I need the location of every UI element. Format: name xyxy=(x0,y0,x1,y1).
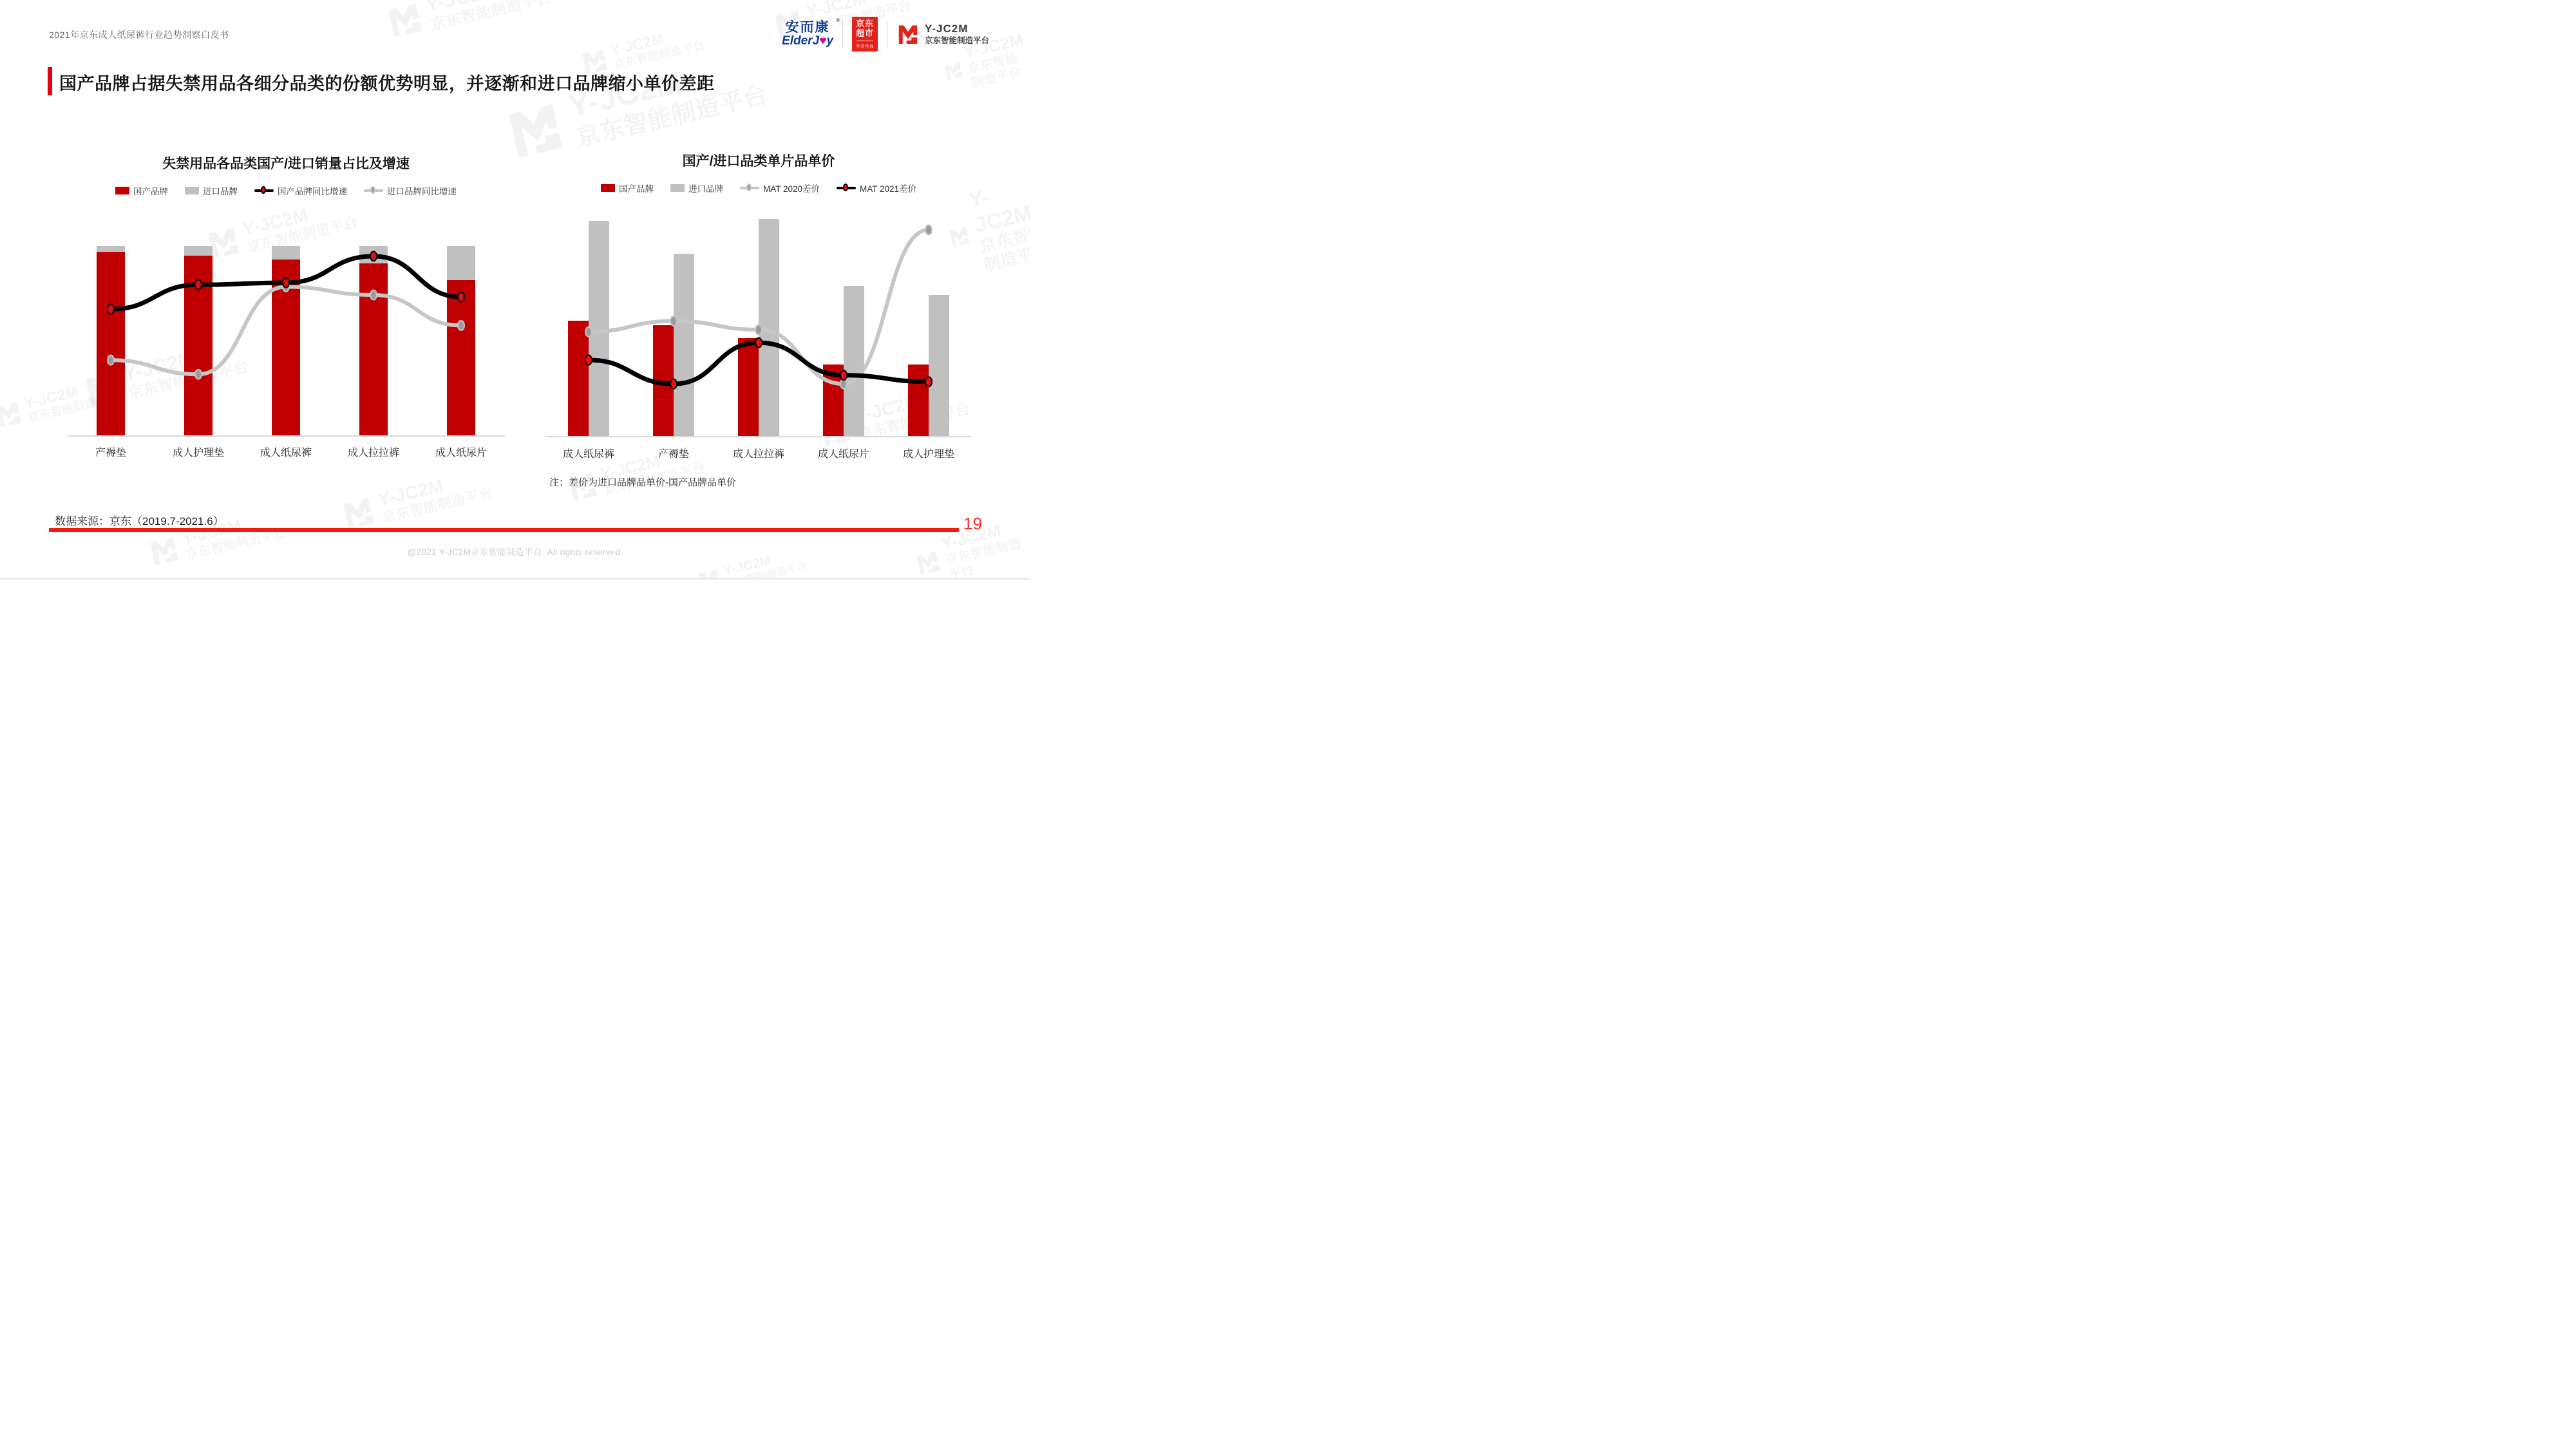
yjc2m-subtitle-label: 京东智能制造平台 xyxy=(924,35,989,45)
marker-国产品牌同比增速 xyxy=(195,280,202,290)
legend-line-marker xyxy=(746,184,752,191)
legend-line-swatch xyxy=(254,185,274,196)
data-source: 数据来源：京东（2019.7-2021.6） xyxy=(55,515,224,527)
slide xyxy=(0,0,1030,580)
watermark-text xyxy=(565,46,771,153)
category-label: 成人拉拉裤 xyxy=(732,449,784,460)
legend-label: MAT 2020差价 xyxy=(762,184,820,194)
yjc2m-mark-icon xyxy=(896,23,920,46)
logo-divider xyxy=(842,20,843,48)
price-diff-note: 注：差价为进口品牌品单价-国产品牌品单价 xyxy=(549,477,736,488)
line-MAT 2020差价 xyxy=(589,230,929,384)
category-label: 产褥垫 xyxy=(658,449,689,460)
legend-label: 进口品牌 xyxy=(688,184,723,194)
jd-line1: 京东 xyxy=(855,19,874,29)
watermark-line2 xyxy=(429,0,553,35)
line-series-overlay xyxy=(67,232,505,435)
legend-item xyxy=(837,182,916,194)
jd-line2: 超市 xyxy=(855,28,874,38)
legend-item xyxy=(670,182,723,194)
legend-bar-swatch xyxy=(601,184,615,192)
marker-MAT 2020差价 xyxy=(925,225,932,234)
watermark xyxy=(501,46,771,168)
category-label: 成人拉拉裤 xyxy=(347,448,399,459)
marker-MAT 2021差价 xyxy=(670,379,677,389)
legend-label: 国产品牌 xyxy=(133,187,168,196)
legend-bar-swatch xyxy=(115,187,129,194)
marker-国产品牌同比增速 xyxy=(283,278,289,288)
marker-进口品牌同比增速 xyxy=(370,290,377,299)
watermark xyxy=(339,465,495,536)
marker-MAT 2021差价 xyxy=(585,355,592,365)
registered-mark-icon: ® xyxy=(836,17,840,23)
legend-label: MAT 2021差价 xyxy=(860,184,917,194)
marker-MAT 2021差价 xyxy=(840,370,847,380)
chart-legend xyxy=(115,184,457,197)
marker-MAT 2020差价 xyxy=(585,327,592,337)
watermark-line1 xyxy=(609,22,703,60)
marker-MAT 2021差价 xyxy=(925,377,932,386)
category-label: 成人纸尿裤 xyxy=(562,449,614,460)
legend-line-swatch xyxy=(837,183,856,193)
title-accent-bar xyxy=(48,67,52,95)
jd-supermarket-logo xyxy=(852,17,878,52)
jd-tagline: 至省至真 xyxy=(855,44,874,49)
marker-进口品牌同比增速 xyxy=(195,370,202,379)
legend-line-marker xyxy=(370,186,375,194)
watermark-text xyxy=(609,22,706,73)
footer-rule xyxy=(49,528,959,532)
category-label: 成人纸尿片 xyxy=(817,449,869,460)
elderjoy-en-post: y xyxy=(826,34,833,48)
marker-进口品牌同比增速 xyxy=(108,355,114,365)
legend-bar-swatch xyxy=(185,187,199,194)
watermark xyxy=(383,0,553,44)
copyright: @2021 Y-JC2M京东智能制造平台. All rights reserved. xyxy=(407,547,623,557)
marker-MAT 2021差价 xyxy=(755,338,762,348)
watermark-line1 xyxy=(967,173,1030,238)
category-label: 产褥垫 xyxy=(95,448,126,459)
legend-line-marker xyxy=(261,186,266,194)
category-label: 成人护理垫 xyxy=(172,448,224,459)
yjc2m-name-label: Y-JC2M xyxy=(924,23,969,35)
watermark-line2 xyxy=(978,222,1030,276)
chart-category-axis xyxy=(546,446,971,460)
watermark-mark-icon xyxy=(502,97,569,164)
watermark-line2 xyxy=(612,39,706,73)
category-label: 成人纸尿裤 xyxy=(260,448,312,459)
watermark-line2 xyxy=(725,560,808,580)
page-number: 19 xyxy=(963,514,982,533)
watermark-text xyxy=(376,465,495,527)
line-MAT 2021差价 xyxy=(589,343,929,384)
legend-item xyxy=(740,182,820,194)
watermark-line2 xyxy=(381,486,495,527)
legend-label: 进口品牌同比增速 xyxy=(387,187,457,196)
chart-plot xyxy=(546,219,971,437)
legend-item xyxy=(185,184,238,197)
chart-title: 失禁用品各品类国产/进口销量占比及增速 xyxy=(162,156,410,171)
chart-legend xyxy=(601,182,916,194)
elderjoy-en-pre: ElderJ xyxy=(782,34,820,48)
watermark-mark-icon xyxy=(339,494,379,533)
category-label: 成人护理垫 xyxy=(902,449,954,460)
line-series-overlay xyxy=(546,219,971,436)
legend-label: 国产品牌 xyxy=(618,184,654,194)
legend-item xyxy=(601,182,654,194)
legend-label: 进口品牌 xyxy=(203,187,238,196)
marker-国产品牌同比增速 xyxy=(370,251,377,261)
chart-category-axis xyxy=(67,444,505,459)
watermark-text xyxy=(967,173,1030,276)
elderjoy-en-label xyxy=(782,35,833,48)
legend-item xyxy=(254,184,347,197)
legend-line-marker xyxy=(843,184,848,191)
elderjoy-cn-label: 安而康 xyxy=(785,20,830,35)
marker-进口品牌同比增速 xyxy=(458,321,464,330)
chart-plot xyxy=(67,232,505,437)
line-进口品牌同比增速 xyxy=(111,287,461,374)
yjc2m-logo xyxy=(896,23,989,46)
legend-item xyxy=(364,184,457,197)
legend-bar-swatch xyxy=(670,184,685,192)
category-label: 成人纸尿片 xyxy=(435,448,487,459)
marker-MAT 2020差价 xyxy=(755,325,762,334)
watermark-line2 xyxy=(966,48,1030,91)
logo-row xyxy=(782,17,989,52)
legend-line-swatch xyxy=(740,183,759,193)
watermark-mark-icon xyxy=(384,0,426,41)
chart-title: 国产/进口品类单片品单价 xyxy=(682,154,835,169)
marker-MAT 2020差价 xyxy=(670,316,677,326)
elderjoy-logo xyxy=(782,17,840,48)
legend-line-swatch xyxy=(364,185,383,196)
heart-icon: ♥ xyxy=(819,34,827,48)
page-title: 国产品牌占据失禁用品各细分品类的份额优势明显，并逐渐和进口品牌缩小单价差距 xyxy=(59,74,715,93)
watermark-line1 xyxy=(424,0,549,17)
watermark-line1 xyxy=(376,465,491,511)
report-header: 2021年京东成人纸尿裤行业趋势洞察白皮书 xyxy=(49,30,229,40)
watermark-text xyxy=(424,0,553,35)
legend-label: 国产品牌同比增速 xyxy=(278,187,347,196)
legend-item xyxy=(115,184,168,197)
marker-国产品牌同比增速 xyxy=(458,292,464,302)
marker-国产品牌同比增速 xyxy=(108,305,114,314)
bottom-edge xyxy=(0,578,1030,580)
watermark-mark-icon xyxy=(0,399,24,431)
